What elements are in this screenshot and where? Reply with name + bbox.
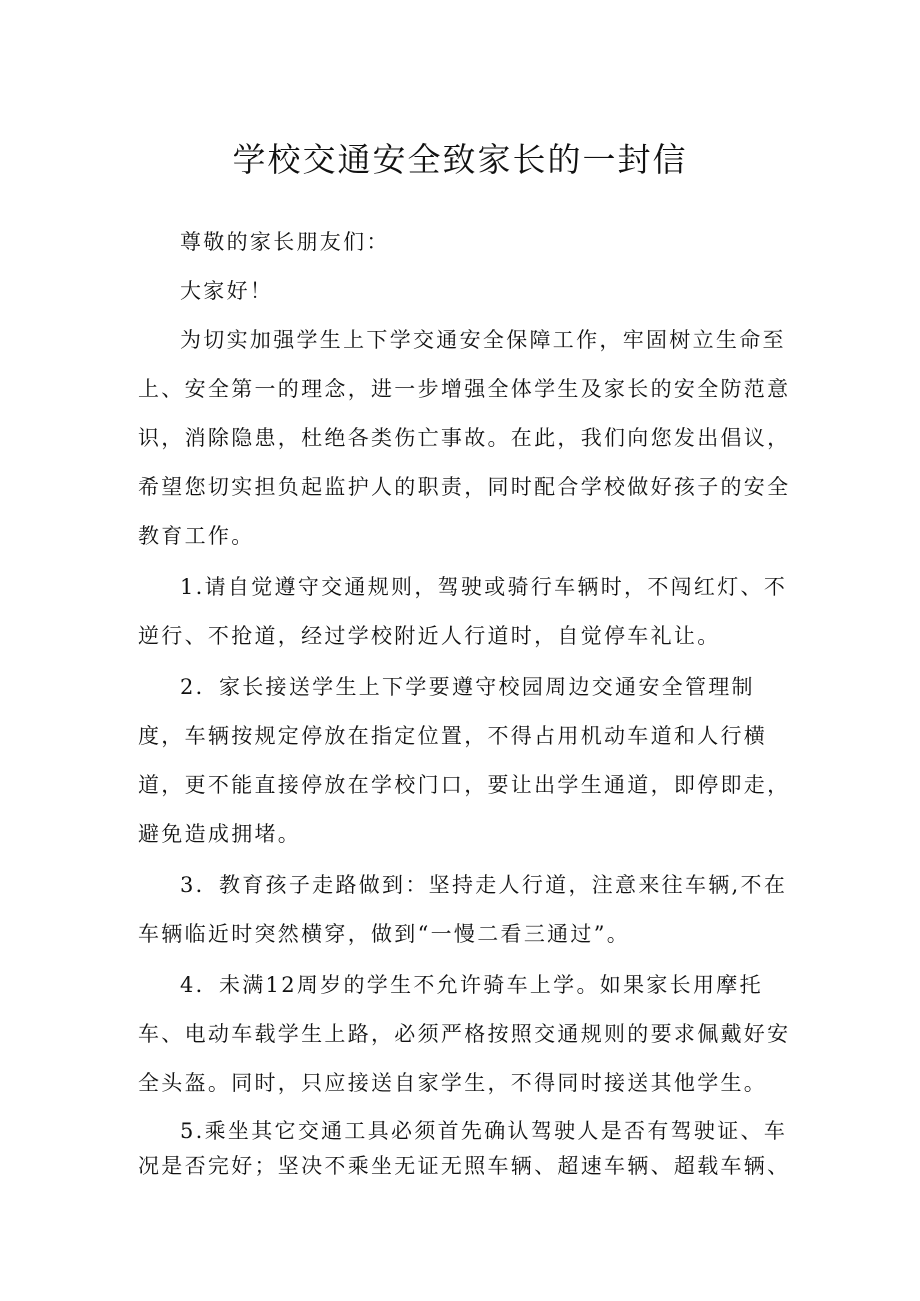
- intro-paragraph: 为切实加强学生上下学交通安全保障工作，牢固树立生命至上、安全第一的理念，进一步增强全体学生及家长的安全防范意识，消除隐患，杜绝各类伤亡事故。在此，我们向您发出倡议，希望您切实担负起监护人的职责，同时配合学校做好孩子的安全教育工作。: [138, 328, 791, 548]
- salutation-paragraph: 大家好！: [180, 279, 274, 303]
- document-title: 学校交通安全致家长的一封信: [232, 140, 688, 179]
- letter-body: [138, 218, 793, 1184]
- list-item-5: 5.乘坐其它交通工具必须首先确认驾驶人是否有驾驶证、车况是否完好；坚决不乘坐无证无照车辆、超速车辆、超载车辆、: [138, 1119, 791, 1178]
- greeting-paragraph: 尊敬的家长朋友们：: [180, 230, 390, 254]
- list-item-4: 4．未满12周岁的学生不允许骑车上学。如果家长用摩托车、电动车载学生上路，必须严格按照交通规则的要求佩戴好安全头盔。同时，只应接送自家学生，不得同时接送其他学生。: [138, 973, 791, 1095]
- list-item-1: 1.请自觉遵守交通规则，驾驶或骑行车辆时，不闯红灯、不逆行、不抢道，经过学校附近人行道时，自觉停车礼让。: [138, 575, 788, 648]
- list-item-3: 3．教育孩子走路做到：坚持走人行道，注意来往车辆,不在车辆临近时突然横穿，做到“一慢二看三通过”。: [138, 873, 788, 946]
- list-item-2: 2．家长接送学生上下学要遵守校园周边交通安全管理制度，车辆按规定停放在指定位置，不得占用机动车道和人行横道，更不能直接停放在学校门口，要让出学生通道，即停即走，避免造成拥堵。: [138, 675, 791, 846]
